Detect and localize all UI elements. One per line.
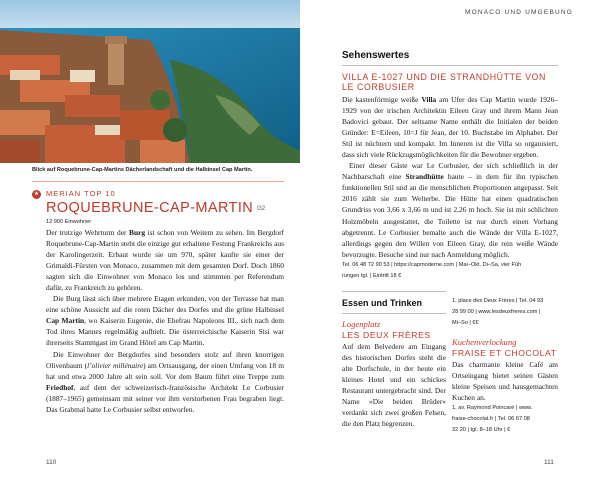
villa-info: Tel. 06 48 72 90 53 | https://capmoderne.com | Mai–Okt. Di–Sa, vier Füh rungen tgl. | Eintritt 18 € xyxy=(342,261,522,279)
villa-paragraph-1: Die kastenförmige weiße Villa am Ufer des Cap Martin wurde 1926–1929 von der irischen Architektin Eileen Gray und ihrem Mann Jean Badovici gebaut. Der seltsame Name enthält die Initialen der beiden Gründer: E=Eileen, 10=J für Jean, der 10. Buchstabe im Alphabet. Der Stil ist nüchtern und kompakt. Im Inneren ist die Villa so organisiert, dass sich viele Rückzugsmöglichkeiten für die Bewohner ergeben. xyxy=(342,95,558,160)
deux-freres-name: LES DEUX FRÈRES xyxy=(342,330,431,341)
photo-caption: Blick auf Roquebrune-Cap-Martins Dächerlandschaft und die Halbinsel Cap Martin. xyxy=(32,167,253,173)
villa-paragraph-2: Einer dieser Gäste war Le Corbusier, der sich schließlich in der Nachbarschaft eine Strandhütte baute – in dem für ihn typischen funktionellen Stil und an die menschlichen Proportionen angepasst. Seit 2016 zählt sie zum Welterbe. Die Hütte hat einen quadratischen Grundriss von 3,66 x 3,66 m und ist 2,26 m hoch. Sie ist mit schlichten Holzmöbeln ausgestattet, die Toilette ist nur durch einen Vorhang abgetrennt. Le Corbusier bemalte auch die Wände der Villa E-1027, allerdings gegen den Willen von Eileen Gray, die rein weiße Wände bevorzugte. Besuche sind nur nach Anmeldung möglich. xyxy=(342,161,558,259)
merian-top-star-icon: ★ xyxy=(32,190,41,199)
deux-freres-info: 1, place des Deux Frères | Tel. 04 93 28 99 00 | www.lesdeuxfreres.com | Mi–So | €€ xyxy=(452,298,544,326)
fraise-info: 1, av. Raymond Poincaré | www. fraise-chocolat.fr | Tel. 06 67 08 32 20 | tgl. 8–18 Uhr | € xyxy=(452,405,533,434)
place-title xyxy=(46,200,265,216)
food-section-title: Essen und Trinken xyxy=(342,298,423,308)
population: 12 900 Einwohner xyxy=(46,219,92,225)
deux-freres-category: Logenplatz xyxy=(342,319,381,329)
paragraph-1: Der trutzige Wehrturm der Burg ist schon von Weitem zu sehen. Im Bergdorf Roquebrune-Cap-Martin steht die einzige gut erhaltene Festung Frankreichs aus der Karolingerzeit. Erbaut wurde sie um 970, später kaufte sie einer der Grimaldi-Fürsten von Monaco, zusammen mit dem gesamten Dorf. Doch 1860 sagten sich die Einwohner von Monaco los und stimmten per Referendum dafür, zu Frankreich zu gehören. xyxy=(46,228,285,293)
divider xyxy=(342,65,558,66)
merian-top-label: MERIAN TOP 10 xyxy=(46,189,116,198)
page-number-left: 110 xyxy=(46,459,57,466)
running-head: MONACO UND UMGEBUNG xyxy=(465,9,574,16)
fraise-category: Kuchenverlockung xyxy=(452,337,517,347)
right-page xyxy=(300,0,600,478)
divider xyxy=(342,291,446,292)
section-title: Sehenswertes xyxy=(342,50,410,61)
les-deux-freres xyxy=(342,319,446,429)
villa-description xyxy=(342,94,558,282)
village-and-sea-illustration xyxy=(0,0,300,163)
place-title-text: ROQUEBRUNE-CAP-MARTIN xyxy=(46,200,254,216)
fraise-text: Das charmante kleine Café am Ortseingang bietet seinen Gästen kleine Speisen und hausgemachten Kuchen an. xyxy=(452,360,558,403)
place-description xyxy=(46,217,284,415)
fraise-name: FRAISE ET CHOCOLAT xyxy=(452,348,557,359)
paragraph-3: Die Einwohner der Bergdorfes sind besonders stolz auf ihren knorrigen Olivenbaum (l’olivier millénaire) am Ortsausgang, der einen Umfang von 18 m hat und etwa 2000 Jahre alt sein soll. Vor dem Baum führt eine Treppe zum Friedhof, auf dem der schweizerisch-französische Architekt Le Corbusier (1887–1965) gemeinsam mit seiner vor ihm verstorbenen Frau begraben liegt. Das Grabmal hatte Le Corbusier selbst entworfen. xyxy=(46,349,285,414)
paragraph-2: Die Burg lässt sich über mehrere Etagen erkunden, von der Terrasse hat man eine schöne Aussicht auf die roten Dächer des Dorfes und die grüne Halbinsel Cap Martin, wo Kaiserin Eugenie, die Ehefrau Napoleons III., sich nach dem Tod ihres Mannes regelmäßig aufhielt. Die österreichische Kaiserin Sisi war ihrerseits Stammgast im Grand Hôtel am Cap Martin. xyxy=(46,294,284,348)
divider xyxy=(32,181,284,182)
food-column-2 xyxy=(452,296,558,436)
map-reference: G2 xyxy=(257,206,266,212)
roquebrune-photo xyxy=(0,0,300,163)
deux-freres-text: Auf dem Belvedere am Eingang des historischen Dorfes steht die alte Dorfschule, in der heute ein kleines Hotel und ein schickes Restaurant untergebracht sind. Der Name »Die beiden Brüder« verdankt sich zwei großen Felsen, die den Platz begrenzen. xyxy=(342,342,446,429)
page-number-right: 111 xyxy=(544,459,554,466)
villa-heading: VILLA E-1027 UND DIE STRANDHÜTTE VON LE CORBUSIER xyxy=(342,72,546,92)
divider xyxy=(342,313,446,314)
